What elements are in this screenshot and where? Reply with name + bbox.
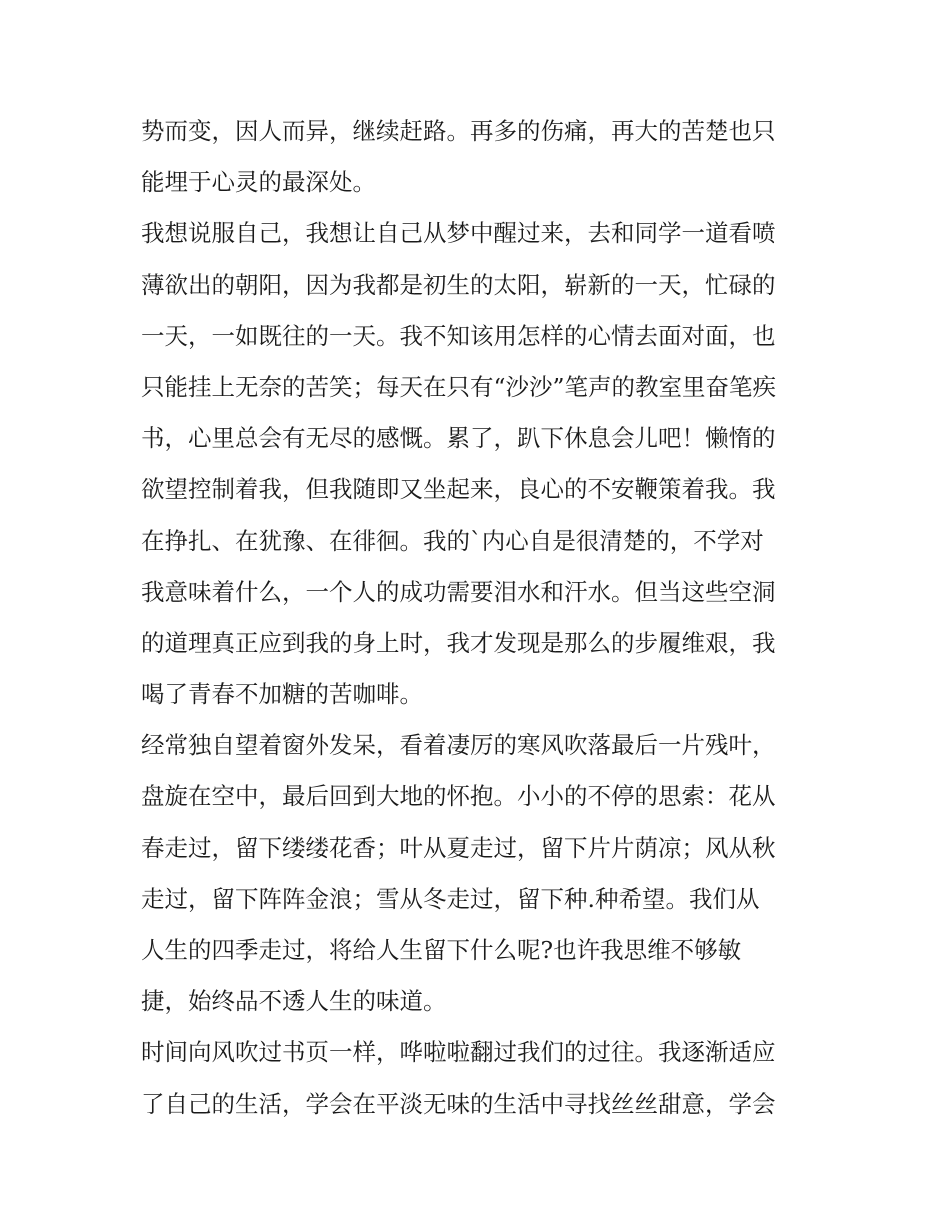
text-line: 我意味着什么，一个人的成功需要泪水和汗水。但当这些空洞 <box>141 577 776 606</box>
text-line: 经常独自望着窗外发呆，看着凄厉的寒风吹落最后一片残叶， <box>141 731 776 760</box>
text-line: 欲望控制着我，但我随即又坐起来，良心的不安鞭策着我。我 <box>141 475 776 504</box>
text-line: 只能挂上无奈的苦笑；每天在只有“沙沙”笔声的教室里奋笔疾 <box>141 372 777 401</box>
text-line: 捷，始终品不透人生的味道。 <box>141 987 447 1016</box>
text-line: 书，心里总会有无尽的感慨。累了，趴下休息会儿吧！懒惰的 <box>141 424 776 453</box>
text-line: 的道理真正应到我的身上时，我才发现是那么的步履维艰，我 <box>141 628 776 657</box>
text-line: 一天，一如既往的一天。我不知该用怎样的心情去面对面，也 <box>141 321 776 350</box>
body-text <box>141 106 821 1130</box>
text-line: 我想说服自己，我想让自己从梦中醒过来，去和同学一道看喷 <box>141 219 776 248</box>
text-line: 了自己的生活，学会在平淡无味的生活中寻找丝丝甜意，学会 <box>141 1089 776 1118</box>
text-line: 在挣扎、在犹豫、在徘徊。我的`内心自是很清楚的，不学对 <box>141 526 764 555</box>
text-line: 时间向风吹过书页一样，哗啦啦翻过我们的过往。我逐渐适应 <box>141 1038 776 1067</box>
text-line: 势而变，因人而异，继续赶路。再多的伤痛，再大的苦楚也只 <box>141 117 776 145</box>
text-line: 走过，留下阵阵金浪；雪从冬走过，留下种.种希望。我们从 <box>141 884 760 913</box>
text-line: 盘旋在空中，最后回到大地的怀抱。小小的不停的思索：花从 <box>141 782 776 811</box>
text-line: 喝了青春不加糖的苦咖啡。 <box>141 680 423 709</box>
text-line: 能埋于心灵的最深处。 <box>141 168 376 197</box>
text-line: 春走过，留下缕缕花香；叶从夏走过，留下片片荫凉；风从秋 <box>141 833 776 862</box>
text-line: 人生的四季走过，将给人生留下什么呢?也许我思维不够敏 <box>141 936 742 964</box>
text-line: 薄欲出的朝阳，因为我都是初生的太阳，崭新的一天，忙碌的 <box>141 270 776 299</box>
